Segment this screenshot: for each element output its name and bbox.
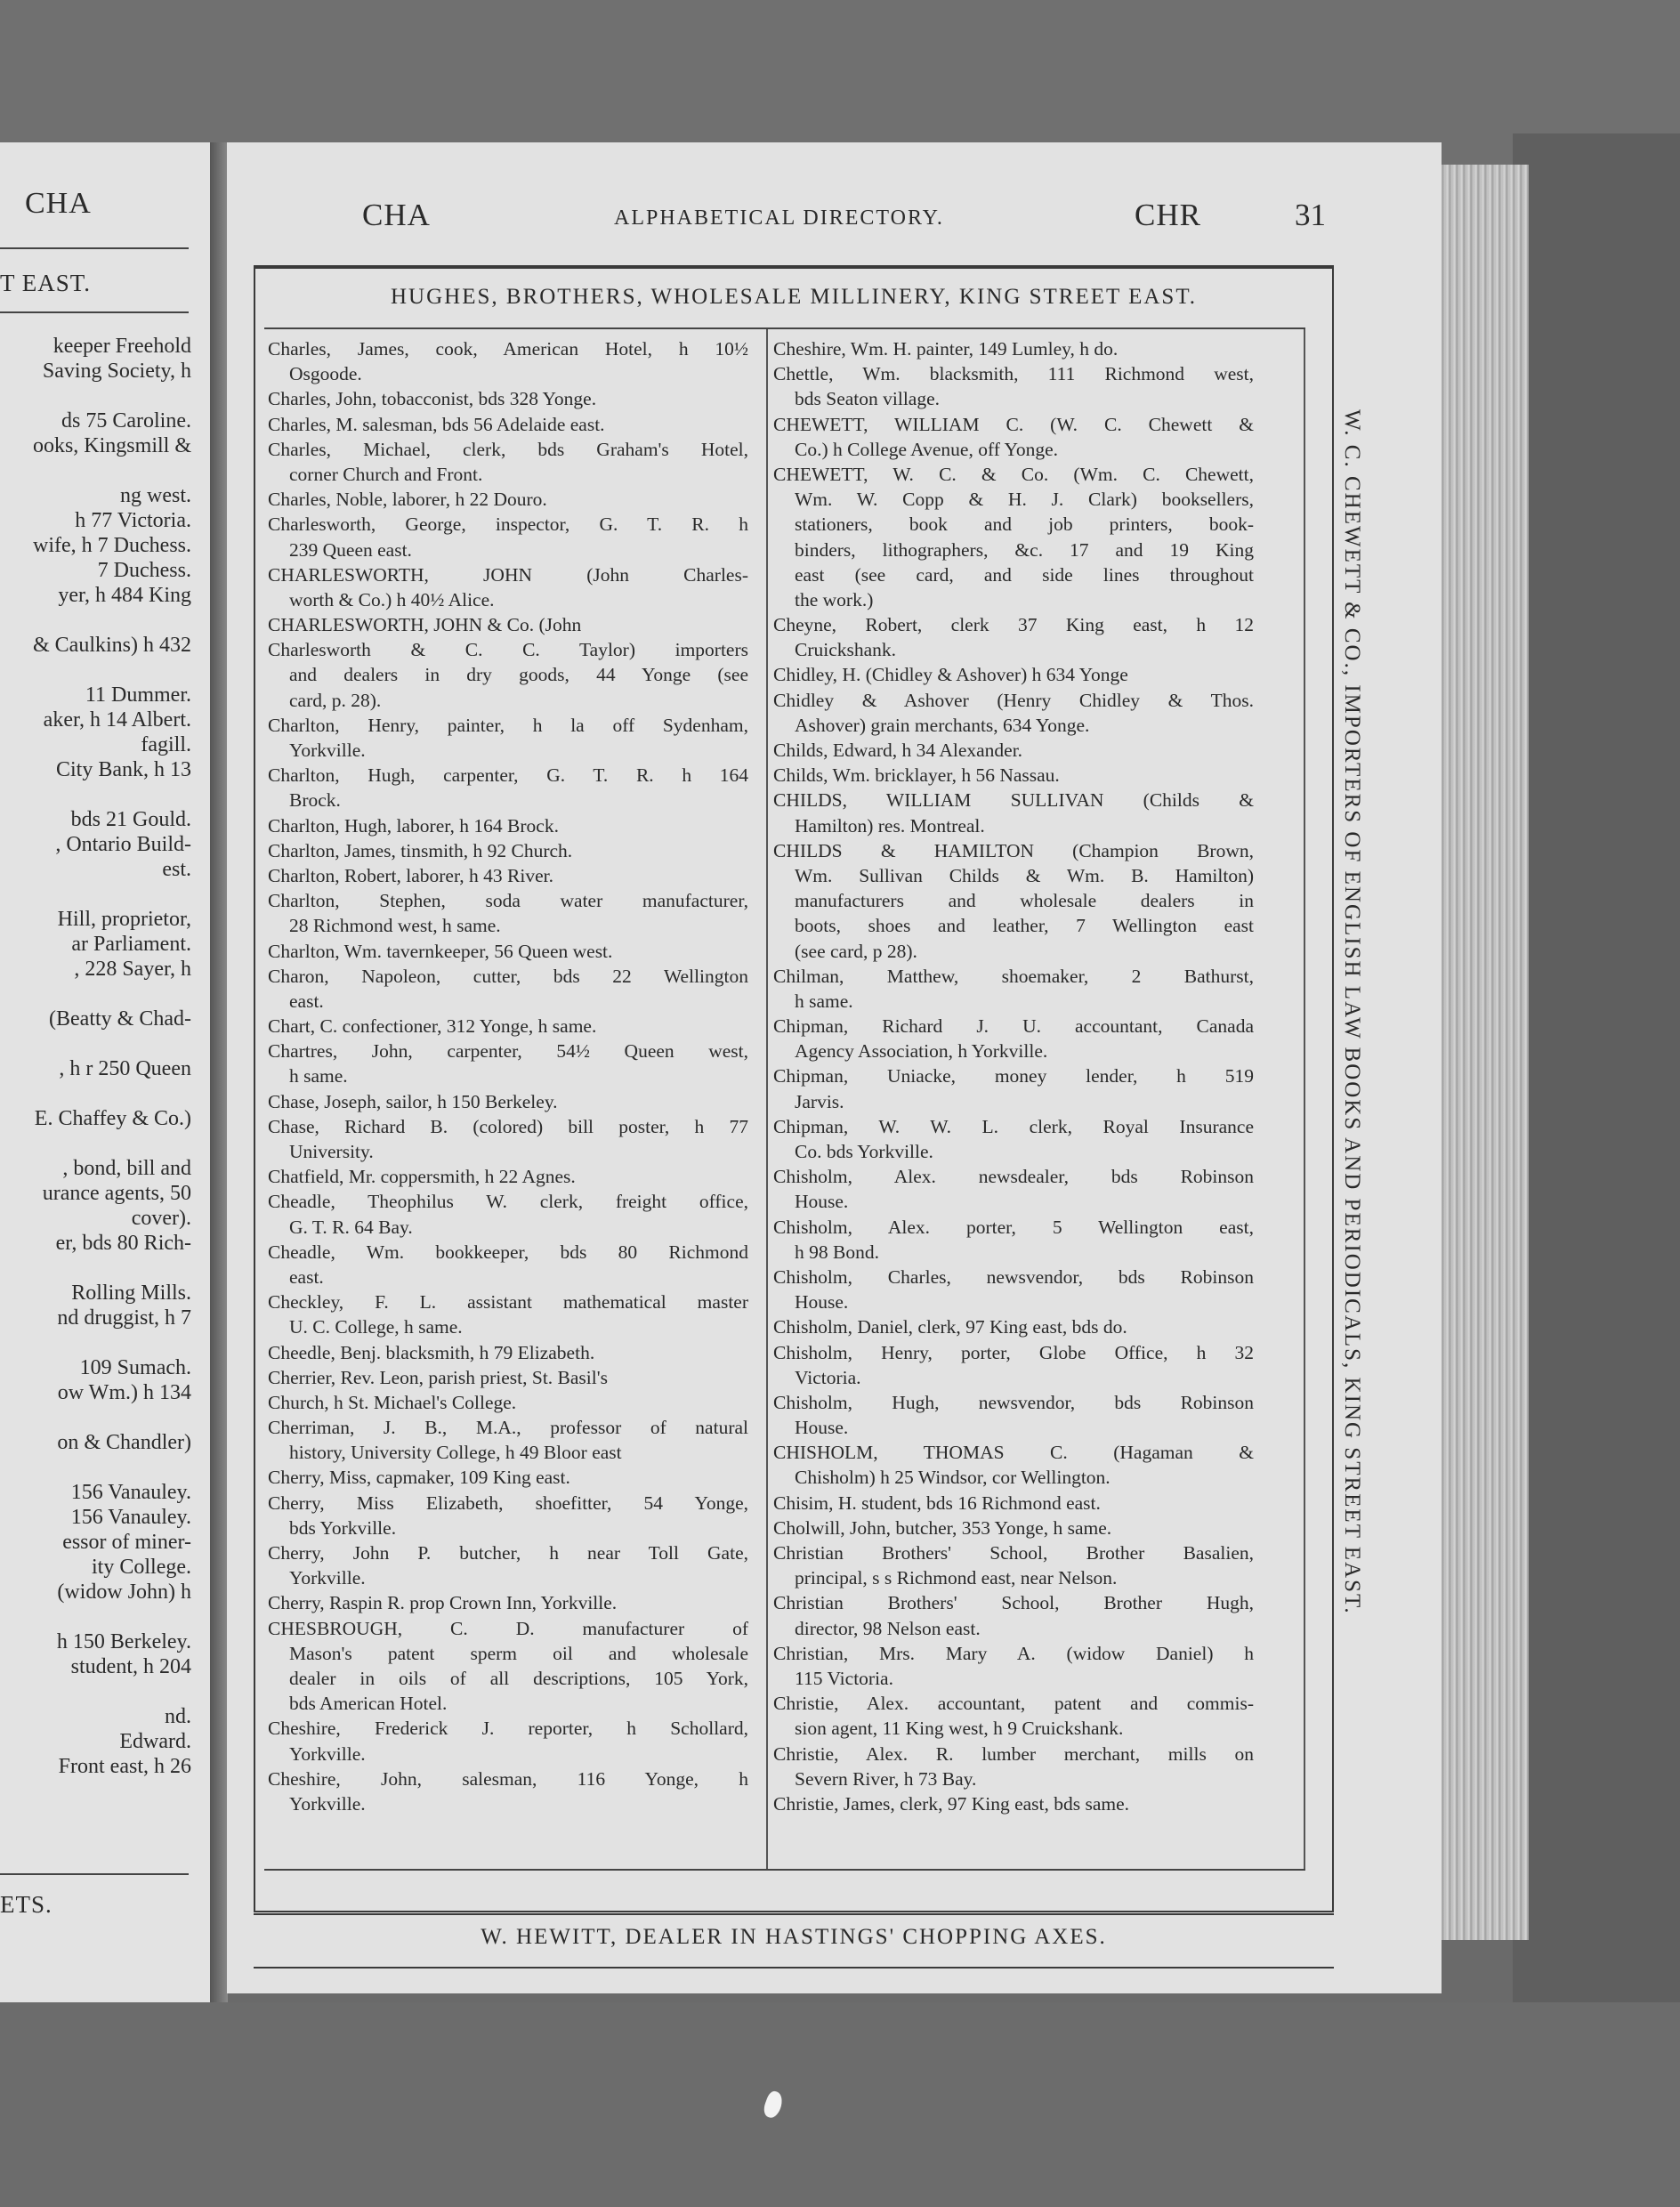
left-page-line: 156 Vanauley. bbox=[70, 1481, 191, 1504]
left-page-line: ity College. bbox=[92, 1556, 191, 1579]
directory-entry-line: Chisholm, Charles, newsvendor, bds Robinson bbox=[773, 1265, 1254, 1288]
left-page-line: ow Wm.) h 134 bbox=[57, 1381, 191, 1404]
directory-entry-line: Chidley & Ashover (Henry Chidley & Thos. bbox=[773, 689, 1254, 711]
directory-entry-line: Cheshire, John, salesman, 116 Yonge, h bbox=[268, 1767, 748, 1790]
directory-entry-line: Co. bds Yorkville. bbox=[795, 1141, 933, 1162]
directory-entry-line: Yorkville. bbox=[289, 740, 366, 761]
left-page-line: est. bbox=[162, 858, 191, 881]
directory-entry-line: U. C. College, h same. bbox=[289, 1316, 463, 1338]
left-page-line bbox=[0, 782, 191, 807]
left-page-line bbox=[0, 384, 191, 408]
left-page-line: 11 Dummer. bbox=[85, 683, 191, 707]
left-page-line: 7 Duchess. bbox=[97, 559, 191, 582]
directory-entry-line: Charlton, Wm. tavernkeeper, 56 Queen west. bbox=[268, 940, 613, 962]
directory-entry-line: Cherry, Raspin R. prop Crown Inn, Yorkville. bbox=[268, 1592, 618, 1614]
footer-rule bbox=[254, 1967, 1334, 1969]
directory-entry-line: east (see card, and side lines throughout bbox=[795, 563, 1254, 586]
page-number: 31 bbox=[1295, 198, 1326, 232]
directory-entry-line: Chartres, John, carpenter, 54½ Queen west, bbox=[268, 1040, 748, 1063]
scan-background-bottom bbox=[0, 2002, 1680, 2207]
left-page-line: , 228 Sayer, h bbox=[74, 958, 191, 981]
left-page-line bbox=[0, 1131, 191, 1156]
directory-entry-line: Checkley, F. L. assistant mathematical master bbox=[268, 1291, 748, 1314]
directory-entry-line: Cheedle, Benj. blacksmith, h 79 Elizabeth. bbox=[268, 1341, 595, 1363]
directory-entry-line: Chase, Joseph, sailor, h 150 Berkeley. bbox=[268, 1090, 558, 1112]
left-page-line bbox=[0, 458, 191, 483]
left-page-line: student, h 204 bbox=[70, 1655, 191, 1678]
column-divider bbox=[766, 329, 768, 1869]
left-page-line bbox=[0, 658, 191, 683]
left-page-line: Edward. bbox=[119, 1730, 191, 1753]
directory-column-left bbox=[268, 336, 748, 1816]
directory-entry-line: Chilman, Matthew, shoemaker, 2 Bathurst, bbox=[773, 965, 1254, 987]
directory-entry-line: Charlton, James, tinsmith, h 92 Church. bbox=[268, 839, 573, 861]
left-page-line: aker, h 14 Albert. bbox=[43, 708, 191, 732]
column-border-right bbox=[1304, 329, 1305, 1869]
directory-entry-line: Chart, C. confectioner, 312 Yonge, h same. bbox=[268, 1015, 597, 1038]
directory-columns bbox=[264, 327, 1305, 1871]
directory-entry-line: Chisholm, Daniel, clerk, 97 King east, bds do. bbox=[773, 1316, 1127, 1338]
left-page-header: CHA bbox=[25, 187, 92, 220]
directory-entry-line: bds Seaton village. bbox=[795, 388, 941, 410]
directory-entry-line: manufacturers and wholesale dealers in bbox=[795, 890, 1254, 912]
directory-entry-line: h same. bbox=[795, 990, 853, 1012]
top-advert-banner: HUGHES, BROTHERS, WHOLESALE MILLINERY, KING STREET EAST. bbox=[391, 285, 1197, 309]
left-page-line: ng west. bbox=[120, 484, 191, 507]
directory-entry-line: Ashover) grain merchants, 634 Yonge. bbox=[795, 714, 1090, 736]
directory-entry-line: Cherriman, J. B., M.A., professor of natural bbox=[268, 1417, 748, 1439]
directory-entry-line: Chatfield, Mr. coppersmith, h 22 Agnes. bbox=[268, 1166, 576, 1188]
left-page-line: wife, h 7 Duchess. bbox=[33, 534, 191, 557]
directory-entry-line: Christian Brothers' School, Brother Basalien, bbox=[773, 1542, 1254, 1564]
directory-entry-line: principal, s s Richmond east, near Nelson. bbox=[795, 1567, 1118, 1589]
directory-entry-line: Agency Association, h Yorkville. bbox=[795, 1040, 1048, 1063]
directory-entry-line: Cruickshank. bbox=[795, 639, 897, 661]
left-page-line: City Bank, h 13 bbox=[55, 758, 191, 781]
bottom-advert-banner: W. HEWITT, DEALER IN HASTINGS' CHOPPING AXES. bbox=[481, 1925, 1107, 1949]
left-page-line bbox=[0, 1031, 191, 1056]
left-page-line: keeper Freehold bbox=[52, 335, 191, 358]
directory-entry-line: Charlesworth & C. C. Taylor) importers bbox=[268, 639, 748, 661]
directory-entry-line: history, University College, h 49 Bloor east bbox=[289, 1442, 622, 1464]
left-page-line bbox=[0, 1405, 191, 1430]
directory-entry-line: and dealers in dry goods, 44 Yonge (see bbox=[289, 664, 748, 686]
directory-entry-line: Chisim, H. student, bds 16 Richmond east. bbox=[773, 1492, 1101, 1514]
directory-entry-line: Chidley, H. (Chidley & Ashover) h 634 Yonge bbox=[773, 664, 1128, 686]
left-page-line: bds 21 Gould. bbox=[70, 808, 191, 831]
directory-entry-line: Charlton, Henry, painter, h la off Sydenham, bbox=[268, 714, 748, 736]
left-page-lines bbox=[0, 334, 191, 1779]
left-page-line: on & Chandler) bbox=[57, 1431, 191, 1454]
directory-entry-line: Yorkville. bbox=[289, 1567, 366, 1589]
directory-entry-line: 115 Victoria. bbox=[795, 1667, 893, 1689]
directory-entry-line: Childs, Edward, h 34 Alexander. bbox=[773, 740, 1023, 761]
directory-entry-line: Cheshire, Frederick J. reporter, h Schollard, bbox=[268, 1718, 748, 1740]
left-page-line: Front east, h 26 bbox=[58, 1755, 191, 1778]
running-head-left: CHA bbox=[362, 198, 431, 232]
directory-entry-line: Cherrier, Rev. Leon, parish priest, St. Basil's bbox=[268, 1366, 608, 1388]
directory-entry-line: binders, lithographers, &c. 17 and 19 King bbox=[795, 538, 1254, 561]
left-page-rule bbox=[0, 247, 189, 249]
directory-entry-line: Mason's patent sperm oil and wholesale bbox=[289, 1642, 748, 1664]
directory-entry-line: boots, shoes and leather, 7 Wellington east bbox=[795, 915, 1254, 937]
directory-entry-line: Christie, Alex. accountant, patent and commis- bbox=[773, 1693, 1254, 1715]
left-page-line: (Beatty & Chad- bbox=[49, 1007, 191, 1031]
left-page-line: h 77 Victoria. bbox=[75, 509, 191, 532]
directory-entry-line: Charlesworth, George, inspector, G. T. R. h bbox=[268, 513, 748, 536]
left-page-fragment bbox=[0, 142, 212, 2002]
scan-background-right bbox=[1513, 133, 1680, 2020]
left-page-line bbox=[0, 982, 191, 1006]
directory-entry-line: dealer in oils of all descriptions, 105 York, bbox=[289, 1667, 748, 1689]
directory-entry-line: h 98 Bond. bbox=[795, 1241, 879, 1263]
directory-entry-line: Victoria. bbox=[795, 1366, 861, 1388]
directory-entry-line: worth & Co.) h 40½ Alice. bbox=[289, 588, 495, 610]
left-page-line: & Caulkins) h 432 bbox=[33, 634, 191, 657]
left-page-line: essor of miner- bbox=[62, 1531, 191, 1554]
directory-entry-line: Christie, Alex. R. lumber merchant, mills on bbox=[773, 1742, 1254, 1765]
left-page-line: , h r 250 Queen bbox=[59, 1057, 191, 1080]
directory-entry-line: 28 Richmond west, h same. bbox=[289, 915, 501, 937]
left-page-rule bbox=[0, 311, 189, 313]
directory-entry-line: Christie, James, clerk, 97 King east, bds same. bbox=[773, 1792, 1130, 1815]
left-page-line: Rolling Mills. bbox=[71, 1281, 191, 1305]
left-page-line bbox=[0, 882, 191, 907]
left-page-subheader: T EAST. bbox=[0, 270, 92, 296]
directory-entry-line: CHARLESWORTH, JOHN & Co. (John bbox=[268, 614, 582, 636]
running-head-title: ALPHABETICAL DIRECTORY. bbox=[614, 206, 944, 230]
side-advert-banner bbox=[1330, 409, 1366, 1967]
left-page-footer: ETS. bbox=[0, 1891, 52, 1918]
directory-entry-line: G. T. R. 64 Bay. bbox=[289, 1216, 413, 1238]
directory-entry-line: (see card, p 28). bbox=[795, 940, 917, 962]
left-page-line: ds 75 Caroline. bbox=[61, 409, 191, 433]
directory-entry-line: Charles, James, cook, American Hotel, h 10½ bbox=[268, 338, 748, 360]
left-page-line: E. Chaffey & Co.) bbox=[34, 1107, 191, 1130]
directory-entry-line: Yorkville. bbox=[289, 1742, 366, 1765]
footer-rule bbox=[254, 1913, 1334, 1915]
directory-entry-line: Cheadle, Wm. bookkeeper, bds 80 Richmond bbox=[268, 1241, 748, 1263]
directory-entry-line: Chisholm, Alex. newsdealer, bds Robinson bbox=[773, 1166, 1254, 1188]
directory-entry-line: Charles, John, tobacconist, bds 328 Yonge. bbox=[268, 388, 597, 410]
directory-entry-line: Cheadle, Theophilus W. clerk, freight office, bbox=[268, 1191, 748, 1213]
left-page-line: (widow John) h bbox=[57, 1580, 191, 1604]
directory-entry-line: House. bbox=[795, 1291, 849, 1314]
left-page-line: urance agents, 50 bbox=[42, 1182, 191, 1205]
directory-entry-line: Cheshire, Wm. H. painter, 149 Lumley, h do. bbox=[773, 338, 1119, 360]
directory-entry-line: CHESBROUGH, C. D. manufacturer of bbox=[268, 1617, 748, 1639]
directory-entry-line: Co.) h College Avenue, off Yonge. bbox=[795, 438, 1059, 460]
directory-entry-line: Chisholm, Hugh, newsvendor, bds Robinson bbox=[773, 1391, 1254, 1413]
directory-entry-line: CHEWETT, W. C. & Co. (Wm. C. Chewett, bbox=[773, 463, 1254, 485]
directory-entry-line: Jarvis. bbox=[795, 1090, 844, 1112]
left-page-line bbox=[0, 1679, 191, 1704]
left-page-line: nd. bbox=[165, 1705, 191, 1728]
left-page-line: , Ontario Build- bbox=[55, 833, 191, 856]
directory-entry-line: Charlton, Stephen, soda water manufacturer, bbox=[268, 890, 748, 912]
running-head-right: CHR bbox=[1135, 198, 1201, 232]
directory-entry-line: Charlton, Hugh, carpenter, G. T. R. h 164 bbox=[268, 764, 748, 787]
directory-entry-line: Hamilton) res. Montreal. bbox=[795, 814, 985, 837]
directory-entry-line: Cherry, Miss Elizabeth, shoefitter, 54 Yonge, bbox=[268, 1492, 748, 1514]
left-page-line bbox=[0, 1455, 191, 1480]
directory-entry-line: Cherry, Miss, capmaker, 109 King east. bbox=[268, 1467, 570, 1489]
left-page-line: ar Parliament. bbox=[71, 933, 191, 956]
directory-entry-line: Christian, Mrs. Mary A. (widow Daniel) h bbox=[773, 1642, 1254, 1664]
left-page-line: fagill. bbox=[141, 733, 191, 756]
left-page-line: nd druggist, h 7 bbox=[57, 1306, 191, 1330]
directory-entry-line: h same. bbox=[289, 1065, 348, 1087]
directory-entry-line: stationers, book and job printers, book- bbox=[795, 513, 1254, 536]
directory-entry-line: Cholwill, John, butcher, 353 Yonge, h same. bbox=[773, 1516, 1112, 1539]
left-page-line: Saving Society, h bbox=[42, 360, 191, 383]
directory-entry-line: Charlton, Robert, laborer, h 43 River. bbox=[268, 864, 553, 886]
directory-entry-line: Chisholm, Henry, porter, Globe Office, h 32 bbox=[773, 1341, 1254, 1363]
directory-entry-line: Christian Brothers' School, Brother Hugh, bbox=[773, 1592, 1254, 1614]
directory-entry-line: Chipman, Richard J. U. accountant, Canada bbox=[773, 1015, 1254, 1038]
directory-entry-line: Wm. W. Copp & H. J. Clark) booksellers, bbox=[795, 489, 1254, 511]
left-page-line: yer, h 484 King bbox=[58, 584, 191, 607]
directory-entry-line: Osgoode. bbox=[289, 363, 362, 385]
directory-page bbox=[227, 142, 1442, 1993]
left-page-line bbox=[0, 1605, 191, 1629]
directory-entry-line: Brock. bbox=[289, 789, 341, 812]
directory-entry-line: Chipman, W. W. L. clerk, Royal Insurance bbox=[773, 1115, 1254, 1137]
directory-entry-line: card, p. 28). bbox=[289, 689, 382, 711]
left-page-rule bbox=[0, 1873, 189, 1875]
directory-entry-line: Chipman, Uniacke, money lender, h 519 bbox=[773, 1065, 1254, 1087]
left-page-line: 109 Sumach. bbox=[79, 1356, 191, 1379]
left-page-line: , bond, bill and bbox=[62, 1157, 191, 1180]
directory-entry-line: 239 Queen east. bbox=[289, 538, 412, 561]
directory-entry-line: CHILDS, WILLIAM SULLIVAN (Childs & bbox=[773, 789, 1254, 812]
directory-entry-line: the work.) bbox=[795, 588, 874, 610]
left-page-line bbox=[0, 1081, 191, 1106]
directory-entry-line: Chettle, Wm. blacksmith, 111 Richmond west, bbox=[773, 363, 1254, 385]
directory-entry-line: Wm. Sullivan Childs & Wm. B. Hamilton) bbox=[795, 864, 1254, 886]
directory-entry-line: Charles, Noble, laborer, h 22 Douro. bbox=[268, 489, 547, 511]
left-page-line: h 150 Berkeley. bbox=[56, 1630, 191, 1653]
directory-entry-line: CHILDS & HAMILTON (Champion Brown, bbox=[773, 839, 1254, 861]
directory-entry-line: Chisholm) h 25 Windsor, cor Wellington. bbox=[795, 1467, 1111, 1489]
directory-entry-line: Church, h St. Michael's College. bbox=[268, 1391, 517, 1413]
directory-entry-line: Cheyne, Robert, clerk 37 King east, h 12 bbox=[773, 614, 1254, 636]
directory-entry-line: corner Church and Front. bbox=[289, 463, 483, 485]
directory-entry-line: director, 98 Nelson east. bbox=[795, 1617, 981, 1639]
directory-entry-line: bds Yorkville. bbox=[289, 1516, 397, 1539]
directory-entry-line: CHEWETT, WILLIAM C. (W. C. Chewett & bbox=[773, 413, 1254, 435]
directory-entry-line: House. bbox=[795, 1417, 849, 1439]
directory-entry-line: east. bbox=[289, 1265, 324, 1288]
directory-entry-line: Charon, Napoleon, cutter, bds 22 Wellington bbox=[268, 965, 748, 987]
directory-entry-line: CHARLESWORTH, JOHN (John Charles- bbox=[268, 563, 748, 586]
directory-entry-line: Chisholm, Alex. porter, 5 Wellington east, bbox=[773, 1216, 1254, 1238]
left-page-line: Hill, proprietor, bbox=[57, 908, 191, 931]
directory-entry-line: bds American Hotel. bbox=[289, 1693, 448, 1715]
directory-entry-line: Severn River, h 73 Bay. bbox=[795, 1767, 977, 1790]
directory-column-right bbox=[773, 336, 1254, 1816]
directory-entry-line: Yorkville. bbox=[289, 1792, 366, 1815]
directory-frame bbox=[254, 265, 1334, 1912]
directory-entry-line: Charlton, Hugh, laborer, h 164 Brock. bbox=[268, 814, 559, 837]
directory-entry-line: Cherry, John P. butcher, h near Toll Gate, bbox=[268, 1542, 748, 1564]
left-page-line: ooks, Kingsmill & bbox=[32, 434, 191, 457]
left-page-line: 156 Vanauley. bbox=[70, 1506, 191, 1529]
left-page-line: cover). bbox=[131, 1207, 191, 1230]
directory-entry-line: House. bbox=[795, 1191, 849, 1213]
left-page-line: er, bds 80 Rich- bbox=[55, 1232, 191, 1255]
directory-entry-line: University. bbox=[289, 1141, 374, 1162]
left-page-line bbox=[0, 1330, 191, 1355]
directory-entry-line: Charles, M. salesman, bds 56 Adelaide east. bbox=[268, 413, 605, 435]
directory-entry-line: Chase, Richard B. (colored) bill poster, h 77 bbox=[268, 1115, 748, 1137]
left-page-line bbox=[0, 608, 191, 633]
book-gutter bbox=[210, 142, 228, 2002]
directory-entry-line: east. bbox=[289, 990, 324, 1012]
directory-entry-line: sion agent, 11 King west, h 9 Cruickshank. bbox=[795, 1718, 1124, 1740]
side-advert-text: W. C. CHEWETT & CO., IMPORTERS OF ENGLISH LAW BOOKS AND PERIODICALS, KING STREET EAST. bbox=[1340, 409, 1364, 1615]
left-page-line bbox=[0, 1256, 191, 1281]
directory-entry-line: CHISHOLM, THOMAS C. (Hagaman & bbox=[773, 1442, 1254, 1464]
directory-entry-line: Childs, Wm. bricklayer, h 56 Nassau. bbox=[773, 764, 1060, 787]
directory-entry-line: Charles, Michael, clerk, bds Graham's Hotel, bbox=[268, 438, 748, 460]
